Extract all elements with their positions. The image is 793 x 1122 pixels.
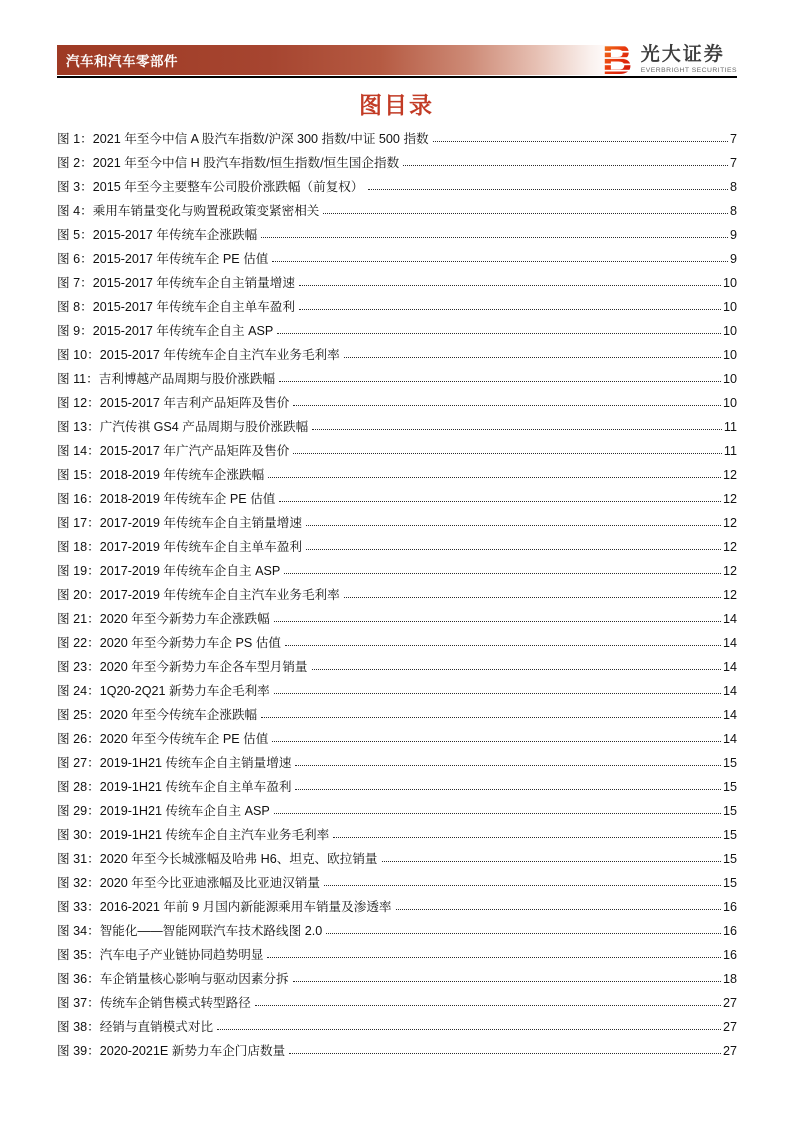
toc-entry-page: 15 xyxy=(722,780,737,794)
toc-entry-page: 14 xyxy=(722,732,737,746)
logo-name-en: EVERBRIGHT SECURITIES xyxy=(640,66,737,74)
toc-entry-title: 2016-2021 年前 9 月国内新能源乘用车销量及渗透率 xyxy=(99,900,392,914)
toc-entry-page: 15 xyxy=(722,828,737,842)
toc-entry-label: 图 33： xyxy=(57,900,100,914)
toc-entry[interactable] xyxy=(57,820,737,844)
toc-dot-leader xyxy=(255,1005,721,1006)
toc-entry-title: 2019-1H21 传统车企自主销量增速 xyxy=(99,756,292,770)
header-section-bar xyxy=(57,45,613,75)
toc-entry-page: 16 xyxy=(722,924,737,938)
toc-entry[interactable] xyxy=(57,388,737,412)
toc-dot-leader xyxy=(295,765,721,766)
toc-entry-title: 车企销量核心影响与驱动因素分拆 xyxy=(99,972,289,986)
toc-entry[interactable] xyxy=(57,772,737,796)
toc-entry-page: 12 xyxy=(722,564,737,578)
toc-entry[interactable] xyxy=(57,868,737,892)
toc-entry[interactable] xyxy=(57,340,737,364)
toc-entry-label: 图 25： xyxy=(57,708,100,722)
toc-entry-title: 2020 年至今新势力车企 PS 估值 xyxy=(99,636,281,650)
toc-entry-label: 图 6： xyxy=(57,252,93,266)
toc-entry[interactable] xyxy=(57,508,737,532)
toc-dot-leader xyxy=(274,813,721,814)
page-title: 图目录 xyxy=(359,92,434,118)
toc-entry-label: 图 19： xyxy=(57,564,100,578)
toc-entry-title: 2017-2019 年传统车企自主单车盈利 xyxy=(99,540,302,554)
toc-dot-leader xyxy=(277,333,721,334)
toc-entry-label: 图 37： xyxy=(57,996,100,1010)
toc-entry-title: 2020 年至今新势力车企涨跌幅 xyxy=(99,612,270,626)
toc-entry-page: 14 xyxy=(722,636,737,650)
toc-entry-page: 14 xyxy=(722,660,737,674)
toc-entry[interactable] xyxy=(57,1036,737,1060)
toc-entry[interactable] xyxy=(57,580,737,604)
toc-entry-label: 图 9： xyxy=(57,324,93,338)
toc-entry-label: 图 36： xyxy=(57,972,100,986)
toc-entry-label: 图 39： xyxy=(57,1044,100,1058)
toc-entry-page: 7 xyxy=(729,132,737,146)
toc-dot-leader xyxy=(324,885,721,886)
toc-entry[interactable] xyxy=(57,556,737,580)
toc-entry-label: 图 38： xyxy=(57,1020,100,1034)
toc-entry[interactable] xyxy=(57,940,737,964)
toc-dot-leader xyxy=(326,933,721,934)
toc-entry-label: 图 7： xyxy=(57,276,93,290)
toc-entry-page: 15 xyxy=(722,876,737,890)
toc-dot-leader xyxy=(295,789,721,790)
toc-entry[interactable] xyxy=(57,916,737,940)
toc-entry-title: 2017-2019 年传统车企自主销量增速 xyxy=(99,516,302,530)
toc-dot-leader xyxy=(272,261,728,262)
toc-entry-page: 27 xyxy=(722,996,737,1010)
toc-dot-leader xyxy=(279,501,721,502)
header-section-label: 汽车和汽车零部件 xyxy=(66,54,178,69)
toc-entry-label: 图 24： xyxy=(57,684,100,698)
toc-entry[interactable] xyxy=(57,604,737,628)
everbright-logo-icon xyxy=(604,40,634,78)
toc-entry[interactable] xyxy=(57,412,737,436)
toc-entry-title: 乘用车销量变化与购置税政策变紧密相关 xyxy=(92,204,320,218)
toc-entry[interactable] xyxy=(57,172,737,196)
toc-dot-leader xyxy=(403,165,728,166)
toc-entry[interactable] xyxy=(57,964,737,988)
toc-entry-title: 2020 年至今传统车企涨跌幅 xyxy=(99,708,258,722)
toc-dot-leader xyxy=(323,213,728,214)
toc-entry-title: 2015-2017 年传统车企自主 ASP xyxy=(92,324,274,338)
toc-entry-title: 2017-2019 年传统车企自主 ASP xyxy=(99,564,281,578)
toc-entry-title: 2015-2017 年广汽产品矩阵及售价 xyxy=(99,444,290,458)
toc-dot-leader xyxy=(261,717,721,718)
toc-entry-label: 图 20： xyxy=(57,588,100,602)
toc-dot-leader xyxy=(299,285,721,286)
toc-entry-label: 图 8： xyxy=(57,300,93,314)
toc-entry-label: 图 18： xyxy=(57,540,100,554)
figure-toc-list xyxy=(57,124,737,1060)
toc-entry[interactable] xyxy=(57,1012,737,1036)
toc-entry[interactable] xyxy=(57,484,737,508)
toc-entry-page: 18 xyxy=(722,972,737,986)
toc-entry-title: 2015-2017 年传统车企涨跌幅 xyxy=(92,228,258,242)
toc-entry-title: 2020 年至今长城涨幅及哈弗 H6、坦克、欧拉销量 xyxy=(99,852,378,866)
toc-entry[interactable] xyxy=(57,628,737,652)
toc-entry-title: 2019-1H21 传统车企自主 ASP xyxy=(99,804,270,818)
toc-entry-label: 图 3： xyxy=(57,180,93,194)
toc-dot-leader xyxy=(293,405,721,406)
toc-entry-page: 27 xyxy=(722,1044,737,1058)
toc-dot-leader xyxy=(268,477,721,478)
toc-entry-label: 图 30： xyxy=(57,828,100,842)
toc-entry-page: 10 xyxy=(722,324,737,338)
toc-entry-title: 汽车电子产业链协同趋势明显 xyxy=(99,948,264,962)
toc-entry[interactable] xyxy=(57,292,737,316)
toc-dot-leader xyxy=(312,429,722,430)
toc-entry-page: 16 xyxy=(722,900,737,914)
toc-entry-label: 图 14： xyxy=(57,444,100,458)
toc-entry-title: 2021 年至今中信 A 股汽车指数/沪深 300 指数/中证 500 指数 xyxy=(92,132,429,146)
toc-entry-page: 12 xyxy=(722,540,737,554)
toc-entry-page: 10 xyxy=(722,300,737,314)
toc-entry-title: 2017-2019 年传统车企自主汽车业务毛利率 xyxy=(99,588,340,602)
toc-entry[interactable] xyxy=(57,196,737,220)
toc-entry[interactable] xyxy=(57,724,737,748)
toc-entry[interactable] xyxy=(57,268,737,292)
toc-entry[interactable] xyxy=(57,436,737,460)
toc-entry-label: 图 32： xyxy=(57,876,100,890)
toc-dot-leader xyxy=(396,909,721,910)
toc-entry-page: 9 xyxy=(729,252,737,266)
toc-entry-page: 11 xyxy=(723,444,737,458)
toc-entry-page: 27 xyxy=(722,1020,737,1034)
toc-entry-title: 经销与直销模式对比 xyxy=(99,1020,214,1034)
toc-entry-page: 14 xyxy=(722,684,737,698)
toc-entry-page: 10 xyxy=(722,372,737,386)
toc-entry-page: 14 xyxy=(722,612,737,626)
toc-entry-title: 吉利博越产品周期与股价涨跌幅 xyxy=(98,372,276,386)
toc-entry-title: 传统车企销售模式转型路径 xyxy=(99,996,251,1010)
toc-entry[interactable] xyxy=(57,124,737,148)
toc-entry-label: 图 26： xyxy=(57,732,100,746)
toc-entry-page: 16 xyxy=(722,948,737,962)
toc-entry-title: 2020 年至今比亚迪涨幅及比亚迪汉销量 xyxy=(99,876,321,890)
toc-entry-title: 2019-1H21 传统车企自主汽车业务毛利率 xyxy=(99,828,330,842)
toc-entry-label: 图 17： xyxy=(57,516,100,530)
toc-entry-page: 14 xyxy=(722,708,737,722)
toc-dot-leader xyxy=(284,573,721,574)
toc-entry-page: 12 xyxy=(722,468,737,482)
toc-entry-label: 图 5： xyxy=(57,228,93,242)
toc-entry-label: 图 22： xyxy=(57,636,100,650)
toc-entry[interactable] xyxy=(57,532,737,556)
toc-dot-leader xyxy=(344,597,721,598)
toc-entry-label: 图 2： xyxy=(57,156,93,170)
toc-dot-leader xyxy=(274,621,721,622)
toc-entry-label: 图 28： xyxy=(57,780,100,794)
toc-dot-leader xyxy=(274,693,721,694)
toc-entry[interactable] xyxy=(57,652,737,676)
toc-entry-title: 智能化——智能网联汽车技术路线图 2.0 xyxy=(99,924,323,938)
toc-dot-leader xyxy=(279,381,721,382)
toc-entry-label: 图 4： xyxy=(57,204,93,218)
toc-entry-title: 2021 年至今中信 H 股汽车指数/恒生指数/恒生国企指数 xyxy=(92,156,400,170)
toc-dot-leader xyxy=(382,861,721,862)
toc-entry-label: 图 27： xyxy=(57,756,100,770)
toc-entry-page: 12 xyxy=(722,492,737,506)
toc-entry[interactable] xyxy=(57,844,737,868)
toc-entry-title: 2020 年至今新势力车企各车型月销量 xyxy=(99,660,308,674)
toc-entry[interactable] xyxy=(57,988,737,1012)
toc-dot-leader xyxy=(433,141,728,142)
toc-entry[interactable] xyxy=(57,676,737,700)
toc-entry-label: 图 34： xyxy=(57,924,100,938)
toc-dot-leader xyxy=(293,981,721,982)
toc-entry[interactable] xyxy=(57,316,737,340)
toc-entry-title: 广汽传祺 GS4 产品周期与股价涨跌幅 xyxy=(99,420,309,434)
toc-dot-leader xyxy=(217,1029,721,1030)
toc-entry-title: 2020-2021E 新势力车企门店数量 xyxy=(99,1044,286,1058)
toc-dot-leader xyxy=(333,837,721,838)
toc-entry-label: 图 21： xyxy=(57,612,100,626)
toc-entry-title: 1Q20-2Q21 新势力车企毛利率 xyxy=(99,684,270,698)
toc-entry[interactable] xyxy=(57,748,737,772)
toc-entry-title: 2015 年至今主要整车公司股价涨跌幅（前复权） xyxy=(92,180,364,194)
toc-entry[interactable] xyxy=(57,796,737,820)
toc-dot-leader xyxy=(267,957,721,958)
toc-dot-leader xyxy=(312,669,721,670)
toc-entry[interactable] xyxy=(57,460,737,484)
toc-entry-label: 图 13： xyxy=(57,420,100,434)
header-divider-line xyxy=(57,76,737,78)
toc-entry-page: 12 xyxy=(722,588,737,602)
toc-entry-title: 2018-2019 年传统车企 PE 估值 xyxy=(99,492,276,506)
toc-dot-leader xyxy=(272,741,721,742)
toc-entry-page: 10 xyxy=(722,396,737,410)
toc-dot-leader xyxy=(289,1053,721,1054)
toc-entry-label: 图 12： xyxy=(57,396,100,410)
toc-entry-label: 图 31： xyxy=(57,852,100,866)
toc-entry-page: 11 xyxy=(723,420,737,434)
logo-name-cn: 光大证券 xyxy=(640,43,725,65)
toc-entry[interactable] xyxy=(57,364,737,388)
toc-entry-title: 2015-2017 年传统车企自主销量增速 xyxy=(92,276,295,290)
toc-entry-page: 15 xyxy=(722,852,737,866)
toc-dot-leader xyxy=(368,189,728,190)
toc-entry[interactable] xyxy=(57,700,737,724)
toc-dot-leader xyxy=(293,453,722,454)
toc-entry-page: 10 xyxy=(722,276,737,290)
toc-entry-title: 2015-2017 年传统车企 PE 估值 xyxy=(92,252,269,266)
toc-entry-label: 图 16： xyxy=(57,492,100,506)
toc-entry-page: 9 xyxy=(729,228,737,242)
toc-entry-page: 8 xyxy=(729,204,737,218)
toc-entry[interactable] xyxy=(57,892,737,916)
toc-entry[interactable] xyxy=(57,148,737,172)
toc-entry-title: 2015-2017 年吉利产品矩阵及售价 xyxy=(99,396,290,410)
toc-entry-label: 图 10： xyxy=(57,348,100,362)
toc-entry-label: 图 35： xyxy=(57,948,100,962)
toc-dot-leader xyxy=(306,525,721,526)
toc-entry-page: 15 xyxy=(722,804,737,818)
toc-dot-leader xyxy=(344,357,721,358)
toc-entry-page: 7 xyxy=(729,156,737,170)
toc-entry[interactable] xyxy=(57,220,737,244)
toc-entry-label: 图 29： xyxy=(57,804,100,818)
toc-entry-title: 2020 年至今传统车企 PE 估值 xyxy=(99,732,269,746)
toc-entry-label: 图 11： xyxy=(57,372,99,386)
toc-entry-label: 图 15： xyxy=(57,468,100,482)
toc-entry-title: 2015-2017 年传统车企自主单车盈利 xyxy=(92,300,295,314)
toc-entry-page: 15 xyxy=(722,756,737,770)
toc-entry-page: 12 xyxy=(722,516,737,530)
toc-entry-label: 图 1： xyxy=(57,132,93,146)
toc-entry-title: 2015-2017 年传统车企自主汽车业务毛利率 xyxy=(99,348,340,362)
toc-entry-title: 2018-2019 年传统车企涨跌幅 xyxy=(99,468,265,482)
toc-entry-page: 8 xyxy=(729,180,737,194)
toc-entry-title: 2019-1H21 传统车企自主单车盈利 xyxy=(99,780,292,794)
toc-entry-label: 图 23： xyxy=(57,660,100,674)
toc-entry-page: 10 xyxy=(722,348,737,362)
everbright-logo xyxy=(604,38,737,80)
toc-entry[interactable] xyxy=(57,244,737,268)
everbright-logo-text xyxy=(641,44,737,75)
toc-dot-leader xyxy=(261,237,728,238)
toc-dot-leader xyxy=(285,645,721,646)
toc-dot-leader xyxy=(306,549,721,550)
toc-dot-leader xyxy=(299,309,721,310)
